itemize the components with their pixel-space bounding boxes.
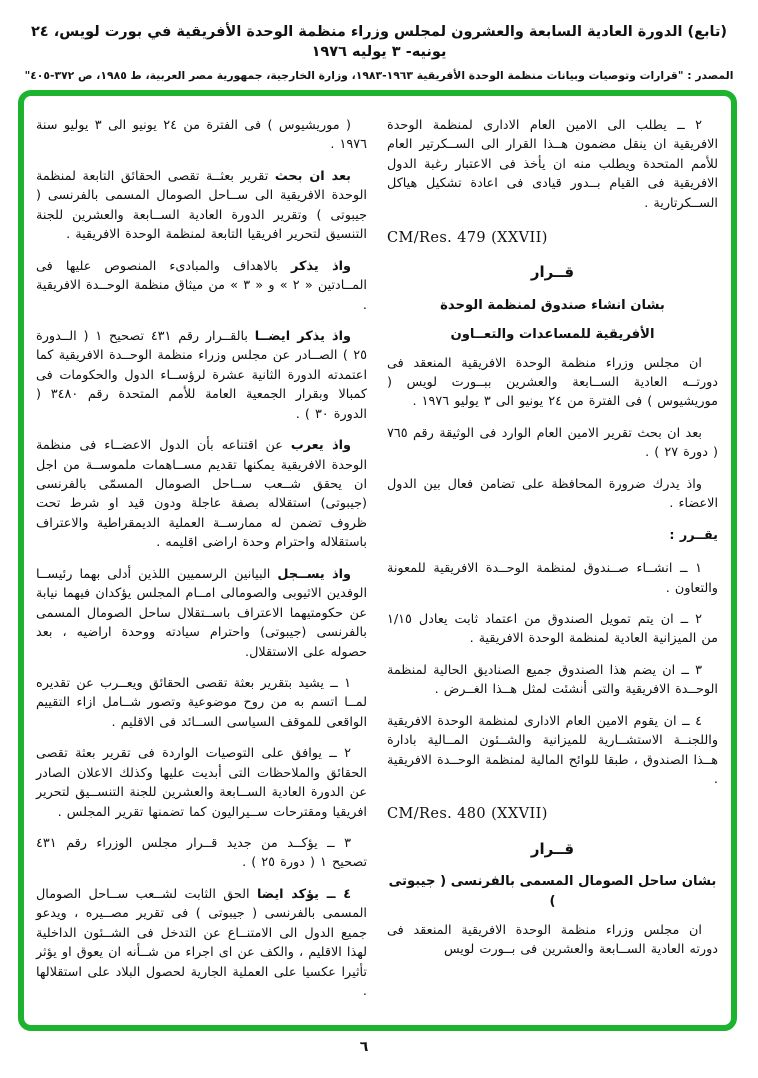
decree-item-1-commends-mission: ١ ــ يشيد بتقرير بعثة تقصى الحقائق ويعــرب عن تقديره لمــا اتسم به من روح موضوعية وتصور شــامل ازاء التقييم الواقعى للموقف السياسى الســائد فى الاقليم . bbox=[36, 675, 367, 730]
decree-item-4: ٤ ــ ان يقوم الامين العام الادارى لمنظمة الوحدة الافريقية واللجنــة الاستشــارية للميزانية والشــئون المــالية بادارة هــذا الصندوق ، طبقا للوائح المالية لمنظمة الوحــدة الافريقية . bbox=[387, 713, 718, 788]
paragraph-request-secretary-general: ٢ ــ يطلب الى الامين العام الادارى لمنظمة الوحدة الافريقية ان ينقل مضمون هــذا القرار الى الســكرتير العام للأمم المتحدة ويطلب منه ان يأخذ فى الاعتبار رغبة الدول الافريقية فى القيام بــدور قيادى فى اعادة تشكيل هياكل الســكرتارية . bbox=[387, 118, 718, 211]
paragraph-recalling-charter bbox=[36, 257, 367, 315]
page-header bbox=[0, 22, 758, 82]
column-right bbox=[387, 116, 718, 1017]
page-number: ٦ bbox=[359, 1039, 369, 1055]
paragraph-lead: بعد ان بحث bbox=[274, 168, 351, 184]
decree-item-1: ١ ــ انشــاء صــندوق لمنظمة الوحــدة الافريقية للمعونة والتعاون . bbox=[387, 561, 718, 596]
paragraph-after-review-report: بعد ان بحث تقرير الامين العام الوارد فى الوثيقة رقم ٧٦٥ ( دورة ٢٧ ) . bbox=[387, 425, 718, 461]
paragraph-council-session: ان مجلس وزراء منظمة الوحدة الافريقية المنعقد فى دورتــه العادية الســابعة والعشرين ببــورت لويس ( موريشيوس ) فى الفترة من ٢٤ يونيو الى ٣ يوليو ١٩٧٦ . bbox=[387, 355, 718, 410]
resolution-heading: قــرار bbox=[530, 839, 575, 858]
paragraph-body: تقرير بعثــة تقصى الحقائق التابعة لمنظمة الوحدة الافريقية الى ســاحل الصومال المسمى بالفرنسى ( جيبوتى ) وتقرير الدورة العادية الســابعة والعشرين للجنة التنسيق لتحرير افريقيا التابعة لمنظمة الوحدة الافريقية . bbox=[36, 168, 367, 243]
paragraph-recalling-resolution-431 bbox=[36, 327, 367, 424]
paragraph-official-statements bbox=[36, 565, 367, 662]
resolution-reference-479: CM/Res. 479 (XXVII) bbox=[387, 230, 548, 247]
column-left bbox=[36, 116, 367, 1017]
paragraph-body: الحق الثابت لشــعب ســاحل الصومال المسمى بالفرنسى ( جيبوتى ) فى تقرير مصــيره ، ويدعو جميع الدول الى الامتنــاع عن التدخل فى الشــئون الداخلية لهذا الاقليم ، والكف عن اى اجراء من شــأنه ان يعوق او يؤثر تأثيرا عكسيا على العملية الجارية لحصول البلاد على استقلالها . bbox=[36, 886, 367, 1000]
paragraph-body: بالاهداف والمبادىء المنصوص عليها فى المــادتين « ٢ » و « ٣ » من ميثاق منظمة الوحــدة الافريقية . bbox=[36, 258, 367, 313]
decree-item-3: ٣ ــ ان يضم هذا الصندوق جميع الصناديق الحالية لمنظمة الوحــدة الافريقية والتى أنشئت لمثل هــذا الغــرض . bbox=[387, 662, 718, 698]
paragraph-lead: واذ يعرب bbox=[290, 438, 351, 454]
paragraph-lead: واذ يذكر bbox=[291, 258, 351, 274]
document-source-line: المصدر : "قرارات وتوصيات وبيانات منظمة الوحدة الأفريقية ١٩٦٣-١٩٨٣، وزارة الخارجية، جمهورية مصر العربية، ط ١٩٨٥، ص ٣٧٢-٤٠٥" bbox=[24, 68, 734, 82]
decree-item-2: ٢ ــ ان يتم تمويل الصندوق من اعتماد ثابت يعادل ١/١٥ من الميزانية العادية لمنظمة الوحدة الافريقية . bbox=[387, 611, 718, 647]
paragraph-mauritius-dates: ( موريشيوس ) فى الفترة من ٢٤ يونيو الى ٣ يوليو سنة ١٩٧٦ . bbox=[36, 118, 367, 153]
document-title: (تابع) الدورة العادية السابعة والعشرون لمجلس وزراء منظمة الوحدة الأفريقية في بورت لويس، ٢٤ يونيه- ٣ يوليه ١٩٧٦ bbox=[30, 24, 728, 61]
decree-label: يقــرر : bbox=[669, 527, 718, 543]
resolution-479-subtitle-line2: الأفريقية للمساعدات والتعــاون bbox=[450, 326, 655, 342]
resolution-480-subtitle: بشان ساحل الصومال المسمى بالفرنسى ( جيبوتى ) bbox=[388, 874, 717, 910]
resolution-reference-480: CM/Res. 480 (XXVII) bbox=[387, 806, 548, 823]
decree-item-2-approves-recommendations: ٢ ــ يوافق على التوصيات الواردة فى تقرير بعثة تقصى الحقائق والملاحظات التى أبديت عليها وكذلك الاعلان الصادر عن الدورة العادية الســابعة والعشرين للجنة التنســيق لتحرير افريقيا ومقترحات ســيراليون كما تضمنها تقرير المجلس . bbox=[36, 746, 367, 820]
paragraph-lead: واذ يذكر ايضــا bbox=[254, 328, 351, 344]
paragraph-lead: ٤ ــ يؤكد ايضا bbox=[256, 886, 351, 902]
paragraph-body: بالقــرار رقم ٤٣١ تصحيح ١ ( الــدورة ٢٥ ) الصــادر عن مجلس وزراء منظمة الوحــدة الافريقية كما اعتمدته الدورة الثانية عشرة لرؤســاء الدول والحكومات فى كمبالا وبقرار الجمعية العامة للأمم المتحدة رقم ٣٤٨٠ ( الدورة ٣٠ ) . bbox=[36, 328, 368, 422]
resolution-479-subtitle-line1: بشان انشاء صندوق لمنظمة الوحدة bbox=[440, 298, 665, 314]
content-frame bbox=[18, 90, 737, 1031]
paragraph-body: البيانين الرسميين اللذين أدلى بهما رئيســا الوفدين الاثيوبى والصومالى امــام المجلس يؤكدان فيهما نيابة عن حكومتيهما الاعتراف باســتقلال ساحل الصومال المسمى بالفرنسى (جيبوتى) واحترام سيادته ووحدة اراضيه ، بعد حصوله على الاستقلال. bbox=[36, 566, 367, 660]
paragraph-lead: واذ يســجل bbox=[277, 566, 351, 582]
resolution-heading: قــرار bbox=[530, 263, 575, 282]
decree-item-3-reaffirms-resolution: ٣ ــ يؤكــد من جديد قــرار مجلس الوزراء رقم ٤٣١ تصحيح ١ ( دورة ٢٥ ) . bbox=[36, 836, 367, 871]
paragraph-solidarity: واذ يدرك ضرورة المحافظة على تضامن فعال بين الدول الاعضاء . bbox=[387, 476, 718, 512]
decree-item-4-self-determination bbox=[36, 885, 367, 1002]
paragraph-after-review-mission bbox=[36, 167, 367, 245]
paragraph-council-session-480: ان مجلس وزراء منظمة الوحدة الافريقية المنعقد فى دورته العادية الســابعة والعشرين فى بــورت لويس bbox=[387, 922, 718, 958]
paragraph-conviction-independence bbox=[36, 436, 367, 553]
paragraph-body: عن اقتناعه بأن الدول الاعضــاء فى منظمة الوحدة الافريقية يمكنها تقديم مســاهمات ملموســة من اجل ان يحقق شــعب ســاحل الصومال المسمّى بالفرنسى (جيبوتى) استقلاله بصفة عاجلة ودون قيد او شرط تحت ظروف تضمن له ممارســة العملية الديمقراطية والاعتراف باستقلاله واحترام وحدة اراضى اقليمه . bbox=[36, 438, 367, 551]
